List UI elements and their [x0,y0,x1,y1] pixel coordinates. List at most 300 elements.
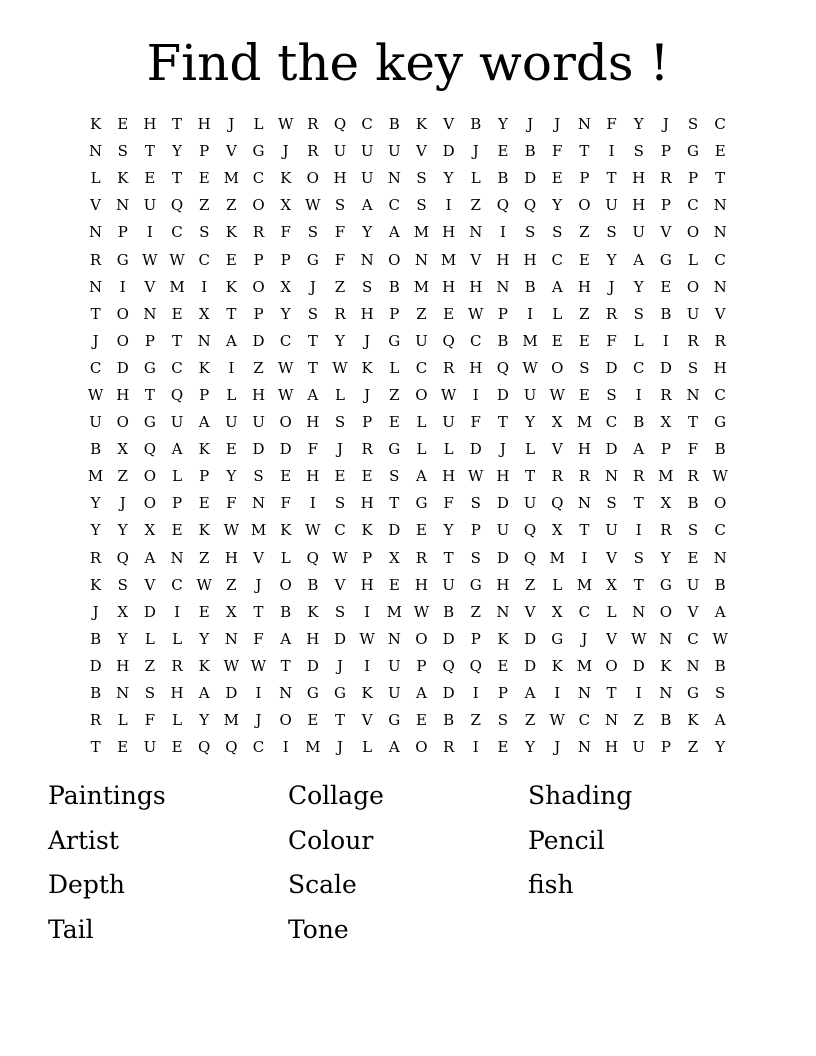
grid-letter: Q [551,494,564,513]
grid-letter: U [143,738,157,757]
grid-letter: R [252,223,265,242]
grid-letter: E [198,494,210,513]
grid-letter: H [442,223,456,242]
grid-letter: C [89,358,102,377]
grid-letter: Z [524,711,536,730]
grid-letter: B [307,575,319,594]
grid-letter: N [632,602,646,621]
grid-letter: Y [280,304,291,323]
grid-letter: I [635,684,642,703]
grid-letter: L [416,440,427,459]
grid-letter: D [279,440,292,459]
grid-letter: T [525,467,536,486]
grid-letter: Z [226,575,237,594]
grid-letter: W [223,656,240,675]
grid-row [82,626,734,653]
grid-letter: H [224,548,238,567]
grid-letter: R [660,385,672,404]
grid-letter: H [360,304,374,323]
grid-letter: U [333,142,347,161]
grid-letter: A [416,684,427,703]
grid-letter: L [172,629,183,648]
grid-letter: H [170,684,184,703]
grid-letter: M [223,711,240,730]
grid-letter: O [279,711,292,730]
grid-letter: W [712,467,728,486]
grid-letter: Q [170,196,184,215]
grid-letter: Q [442,656,455,675]
grid-letter: A [633,250,645,269]
grid-letter: T [579,142,590,161]
grid-letter: O [415,385,428,404]
grid-letter: O [279,575,292,594]
grid-letter: S [687,115,699,134]
grid-letter: U [632,223,646,242]
grid-letter: N [577,684,591,703]
word-list-item: Tone [288,914,349,944]
grid-letter: B [660,711,672,730]
grid-letter: T [280,656,291,675]
grid-letter: Y [199,629,210,648]
grid-letter: O [605,656,618,675]
grid-letter: P [144,331,155,350]
grid-letter: T [144,385,155,404]
grid-letter: E [415,521,427,540]
word-list-item: Collage [288,781,384,810]
grid-letter: Q [496,358,510,377]
grid-letter: N [659,684,673,703]
grid-letter: F [253,629,264,648]
grid-letter: N [577,738,591,757]
grid-letter: F [334,250,346,269]
grid-letter: E [443,304,455,323]
grid-letter: S [416,196,427,215]
grid-letter: C [171,575,183,594]
word-list-item: Paintings [48,781,166,810]
grid-letter: N [713,277,727,296]
grid-letter: J [255,711,262,730]
grid-letter: P [660,196,671,215]
grid-letter: X [280,277,292,296]
grid-row [82,301,734,328]
grid-letter: I [635,521,642,540]
grid-letter: W [468,467,484,486]
grid-letter: N [577,494,591,513]
grid-letter: D [442,142,455,161]
grid-letter: G [252,142,265,161]
grid-letter: L [335,385,345,404]
grid-letter: V [551,440,563,459]
grid-letter: B [714,656,726,675]
grid-letter: G [415,494,428,513]
grid-letter: C [632,358,645,377]
grid-letter: D [252,331,265,350]
grid-letter: N [713,196,727,215]
grid-letter: P [687,169,699,188]
grid-letter: F [226,494,237,513]
grid-letter: X [144,521,156,540]
grid-letter: Z [416,304,427,323]
grid-letter: O [388,250,401,269]
grid-letter: S [334,196,346,215]
grid-row [82,599,734,626]
grid-letter: P [253,250,264,269]
grid-letter: T [389,494,400,513]
grid-row [82,111,734,138]
grid-letter: C [714,385,726,404]
grid-letter: G [388,440,401,459]
grid-letter: C [470,331,482,350]
grid-letter: U [387,142,401,161]
grid-letter: I [282,738,289,757]
grid-letter: Y [172,142,182,161]
grid-letter: R [442,358,455,377]
grid-letter: E [497,738,509,757]
grid-letter: A [307,385,319,404]
word-list-item: Depth [48,870,125,899]
grid-letter: E [551,169,563,188]
grid-letter: Y [633,115,644,134]
grid-letter: S [307,304,318,323]
grid-letter: W [440,385,457,404]
grid-letter: U [632,738,646,757]
grid-letter: H [577,440,591,459]
grid-letter: I [255,684,262,703]
grid-letter: G [687,684,699,703]
grid-letter: Z [633,711,644,730]
grid-letter: N [170,548,184,567]
grid-letter: V [144,277,156,296]
grid-letter: Q [198,738,211,757]
grid-letter: J [364,331,371,350]
grid-letter: I [364,602,371,621]
grid-letter: R [415,548,428,567]
grid-letter: M [386,602,402,621]
grid-letter: E [388,575,400,594]
grid-letter: W [549,711,565,730]
grid-letter: V [416,142,427,161]
grid-letter: G [143,358,156,377]
grid-letter: B [660,304,672,323]
grid-letter: K [551,656,563,675]
grid-letter: A [361,196,373,215]
grid-letter: Q [496,196,510,215]
grid-letter: W [250,656,267,675]
grid-letter: K [687,711,699,730]
grid-letter: U [360,169,374,188]
grid-letter: S [253,467,264,486]
grid-letter: L [280,548,291,567]
grid-letter: R [551,467,563,486]
grid-letter: C [252,738,265,757]
grid-letter: S [470,494,481,513]
grid-letter: D [442,629,455,648]
grid-letter: F [470,413,481,432]
grid-letter: S [687,358,699,377]
grid-letter: C [171,358,183,377]
grid-letter: W [468,304,484,323]
grid-letter: H [442,277,456,296]
grid-letter: O [659,602,673,621]
grid-letter: B [687,494,699,513]
grid-letter: C [171,223,183,242]
grid-letter: R [687,331,699,350]
grid-letter: S [633,142,644,161]
grid-letter: L [389,358,400,377]
grid-letter: G [659,575,672,594]
grid-letter: I [472,738,479,757]
grid-letter: W [223,521,240,540]
grid-letter: U [387,684,401,703]
grid-letter: Y [633,277,644,296]
grid-letter: Z [470,711,481,730]
grid-letter: L [416,413,427,432]
grid-letter: L [525,440,536,459]
grid-letter: H [496,575,510,594]
grid-letter: X [551,413,563,432]
word-list-item: Shading [528,781,633,810]
grid-row [82,219,734,246]
grid-letter: V [606,548,617,567]
grid-letter: A [171,440,183,459]
grid-row [82,463,734,490]
grid-letter: S [579,358,590,377]
grid-letter: A [144,548,156,567]
grid-letter: B [524,277,536,296]
grid-letter: I [499,223,506,242]
grid-letter: G [659,250,672,269]
grid-letter: T [633,494,644,513]
grid-letter: W [169,250,185,269]
grid-letter: H [306,629,320,648]
grid-letter: N [414,250,429,269]
grid-letter: H [116,656,130,675]
grid-row [82,328,734,355]
grid-letter: F [552,142,563,161]
grid-letter: X [198,304,210,323]
grid-letter: M [549,548,565,567]
grid-letter: H [523,250,537,269]
grid-row [82,382,734,409]
grid-letter: U [143,196,157,215]
grid-letter: N [686,656,700,675]
grid-letter: L [172,711,183,730]
grid-letter: R [633,467,645,486]
grid-letter: Z [687,738,699,757]
grid-letter: X [388,548,400,567]
grid-letter: Z [470,602,481,621]
grid-letter: T [90,304,101,323]
grid-letter: J [282,142,289,161]
grid-letter: R [660,169,672,188]
grid-letter: K [198,440,210,459]
grid-letter: Y [443,169,454,188]
grid-letter: U [442,575,455,594]
grid-letter: B [388,115,400,134]
grid-letter: Q [333,115,347,134]
grid-letter: P [416,656,427,675]
grid-letter: W [277,358,294,377]
grid-letter: O [116,331,129,350]
grid-letter: R [89,548,102,567]
grid-letter: E [361,467,373,486]
grid-letter: D [333,629,346,648]
grid-letter: T [606,169,617,188]
grid-letter: Q [170,385,184,404]
grid-letter: T [579,521,590,540]
grid-letter: R [605,304,618,323]
grid-letter: C [252,169,265,188]
grid-letter: B [497,169,509,188]
grid-letter: K [225,277,237,296]
grid-letter: K [198,358,210,377]
grid-letter: U [523,494,537,513]
grid-letter: B [714,440,726,459]
grid-letter: A [388,738,400,757]
grid-letter: E [578,385,590,404]
grid-letter: B [90,629,102,648]
grid-letter: U [387,656,401,675]
grid-letter: H [143,115,157,134]
grid-letter: D [605,358,618,377]
grid-letter: I [472,684,479,703]
grid-letter: A [714,711,726,730]
grid-letter: N [116,196,130,215]
grid-row [82,192,734,219]
grid-letter: H [306,467,320,486]
grid-letter: J [472,142,479,161]
grid-letter: A [225,331,237,350]
grid-letter: C [687,629,699,648]
grid-letter: C [605,413,618,432]
grid-letter: O [551,358,564,377]
grid-letter: P [497,684,508,703]
grid-letter: B [714,575,726,594]
grid-letter: S [144,684,156,703]
grid-letter: W [413,602,430,621]
grid-letter: D [524,656,537,675]
grid-letter: R [361,440,373,459]
grid-letter: K [225,223,237,242]
grid-letter: N [713,223,727,242]
grid-letter: F [307,440,319,459]
grid-letter: S [552,223,563,242]
grid-letter: I [364,656,371,675]
word-list-item: Scale [288,870,357,899]
grid-letter: F [334,223,346,242]
grid-letter: V [144,575,156,594]
grid-letter: T [253,602,264,621]
grid-letter: E [687,548,699,567]
grid-letter: N [387,629,401,648]
grid-letter: E [307,711,319,730]
grid-letter: J [662,115,669,134]
grid-letter: U [170,413,184,432]
grid-letter: J [364,385,371,404]
grid-letter: H [333,169,347,188]
grid-letter: R [714,331,726,350]
word-list-item: fish [528,870,574,899]
grid-letter: D [442,684,455,703]
grid-letter: A [416,467,427,486]
grid-letter: E [280,467,292,486]
grid-letter: H [469,358,483,377]
grid-letter: M [305,738,321,757]
grid-letter: N [604,467,619,486]
grid-letter: P [660,142,671,161]
grid-letter: B [470,115,482,134]
grid-letter: K [89,115,102,134]
grid-letter: N [496,602,510,621]
grid-letter: Z [198,196,210,215]
grid-letter: A [524,684,536,703]
grid-letter: M [223,169,240,188]
grid-letter: W [277,385,294,404]
grid-letter: N [251,494,266,513]
grid-letter: Q [523,196,537,215]
grid-letter: D [659,358,672,377]
grid-letter: L [144,629,155,648]
grid-letter: S [362,277,373,296]
grid-letter: T [226,304,237,323]
grid-letter: N [197,331,211,350]
grid-letter: O [686,277,700,296]
grid-letter: B [90,440,102,459]
grid-letter: N [387,169,401,188]
grid-letter: U [686,304,700,323]
grid-letter: Z [198,548,210,567]
grid-letter: C [361,115,373,134]
grid-letter: S [117,142,128,161]
grid-letter: L [362,738,373,757]
grid-letter: O [116,304,129,323]
grid-letter: J [228,115,235,134]
grid-letter: I [608,142,615,161]
grid-letter: W [630,629,647,648]
grid-row [82,653,734,680]
grid-letter: L [172,467,183,486]
grid-letter: D [496,494,509,513]
grid-letter: L [443,440,454,459]
word-list-item: Artist [48,825,119,855]
grid-letter: P [280,250,291,269]
grid-letter: H [360,575,374,594]
grid-letter: K [280,169,292,188]
grid-letter: B [497,331,509,350]
grid-row [82,517,734,544]
grid-letter: Y [606,250,617,269]
grid-letter: Q [116,548,129,567]
grid-letter: S [199,223,210,242]
grid-letter: Y [226,467,237,486]
grid-letter: L [253,115,264,134]
grid-letter: S [470,548,481,567]
grid-letter: A [388,223,400,242]
grid-letter: R [89,250,102,269]
grid-letter: E [388,413,400,432]
grid-letter: E [225,440,237,459]
letter-grid [82,111,734,761]
grid-letter: E [198,602,210,621]
grid-letter: Y [90,494,101,513]
grid-letter: P [579,169,590,188]
grid-letter: G [388,711,401,730]
grid-letter: C [551,250,563,269]
grid-letter: X [660,494,672,513]
grid-letter: S [334,413,346,432]
grid-letter: E [497,656,509,675]
grid-letter: I [309,494,316,513]
